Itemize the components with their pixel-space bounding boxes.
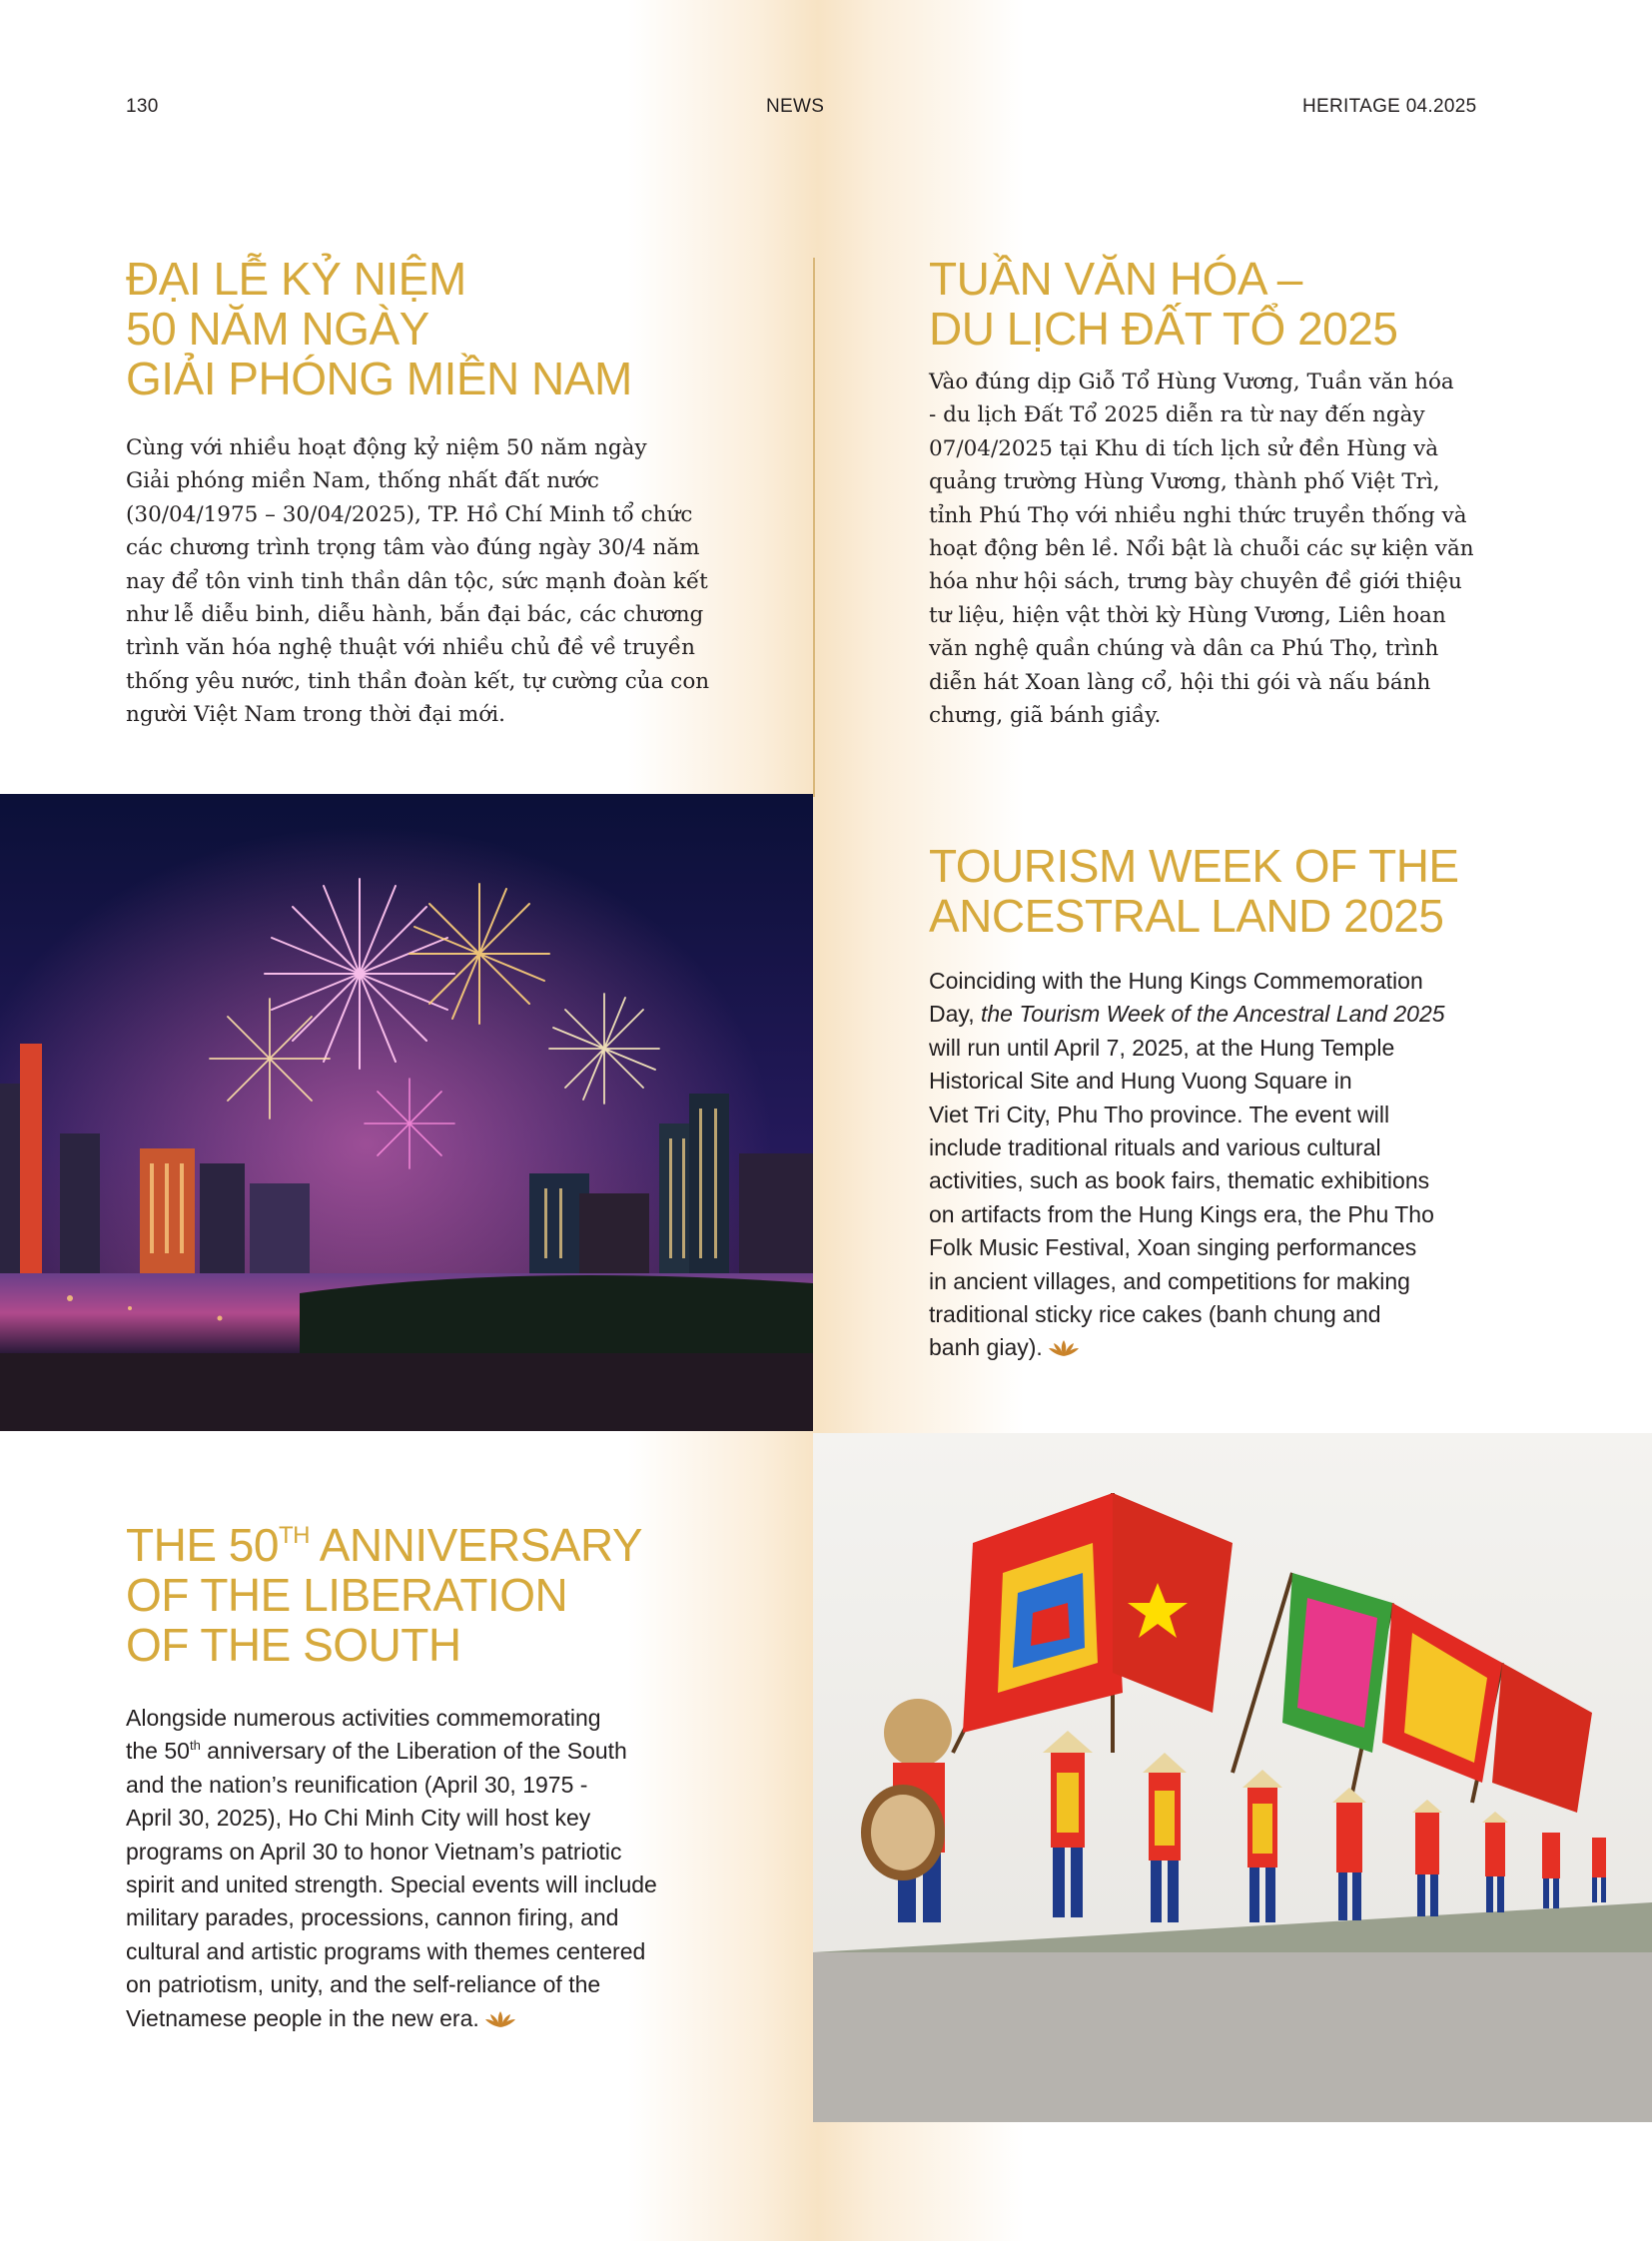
article-en-2-body: Coinciding with the Hung Kings Commemoration Day, the Tourism Week of the Ancestral Land 2025 will run until April 7, 2025, at the Hung Temple Historical Site and Hung Vuong Square in Viet Tri City, Phu Tho province. The event will include traditional rituals and various cultural activities, such as book fairs, thematic exhibitions on artifacts from the Hung Kings era, the Phu Tho Folk Music Festival, Xoan singing performances in ancient villages, and competitions for making traditional sticky rice cakes (banh chung and banh giay). xyxy=(929,968,1445,1361)
fireworks-photo xyxy=(0,794,813,1431)
article-en-1-title: THE 50TH ANNIVERSARY OF THE LIBERATION OF THE SOUTH xyxy=(126,1519,643,1671)
article-vi-2-body: Vào đúng dịp Giỗ Tổ Hùng Vương, Tuần văn hóa - du lịch Đất Tổ 2025 diễn ra từ nay đến ngày 07/04/2025 tại Khu di tích lịch sử đền Hùng và quảng trường Hùng Vương, thành phố Việt Trì, tỉnh Phú Thọ với nhiều nghi thức truyền thống và hoạt động bên lề. Nổi bật là chuỗi các sự kiện văn hóa như hội sách, trưng bày chuyên đề giới thiệu tư liệu, hiện vật thời kỳ Hùng Vương, Liên hoan văn nghệ quần chúng và dân ca Phú Thọ, trình diễn hát Xoan làng cổ, hội thi gói và nấu bánh chưng, giã bánh giầy. xyxy=(929,370,1474,729)
article-vi-2-title: TUẦN VĂN HÓA – DU LỊCH ĐẤT TỔ 2025 xyxy=(929,253,1398,355)
section-label: NEWS xyxy=(766,96,825,117)
procession-photo xyxy=(813,1433,1652,2122)
article-vi-1-title: ĐẠI LỄ KỶ NIỆM 50 NĂM NGÀY GIẢI PHÓNG MIỀN NAM xyxy=(126,253,632,404)
column-divider xyxy=(813,258,815,797)
page-number: 130 xyxy=(126,96,159,117)
lotus-icon xyxy=(1049,1339,1079,1357)
article-en-1-body: Alongside numerous activities commemorating the 50th anniversary of the Liberation of the South and the nation’s reunification (April 30, 1975 - April 30, 2025), Ho Chi Minh City will host key programs on April 30 to honor Vietnam’s patriotic spirit and united strength. Special events will include military parades, processions, cannon firing, and cultural and artistic programs with themes centered on patriotism, unity, and the self-reliance of the Vietnamese people in the new era. xyxy=(126,1705,657,2031)
lotus-icon xyxy=(485,2010,515,2028)
article-vi-1-body: Cùng với nhiều hoạt động kỷ niệm 50 năm ngày Giải phóng miền Nam, thống nhất đất nước (30/04/1975 – 30/04/2025), TP. Hồ Chí Minh tổ chức các chương trình trọng tâm vào đúng ngày 30/4 năm nay để tôn vinh tinh thần dân tộc, sức mạnh đoàn kết như lễ diễu binh, diễu hành, bắn đại bác, các chương trình văn hóa nghệ thuật với nhiều chủ đề về truyền thống yêu nước, tinh thần đoàn kết, tự cường của con người Việt Nam trong thời đại mới. xyxy=(126,435,710,728)
article-en-2-title: TOURISM WEEK OF THE ANCESTRAL LAND 2025 xyxy=(929,840,1459,942)
issue-label: HERITAGE 04.2025 xyxy=(1302,96,1477,117)
